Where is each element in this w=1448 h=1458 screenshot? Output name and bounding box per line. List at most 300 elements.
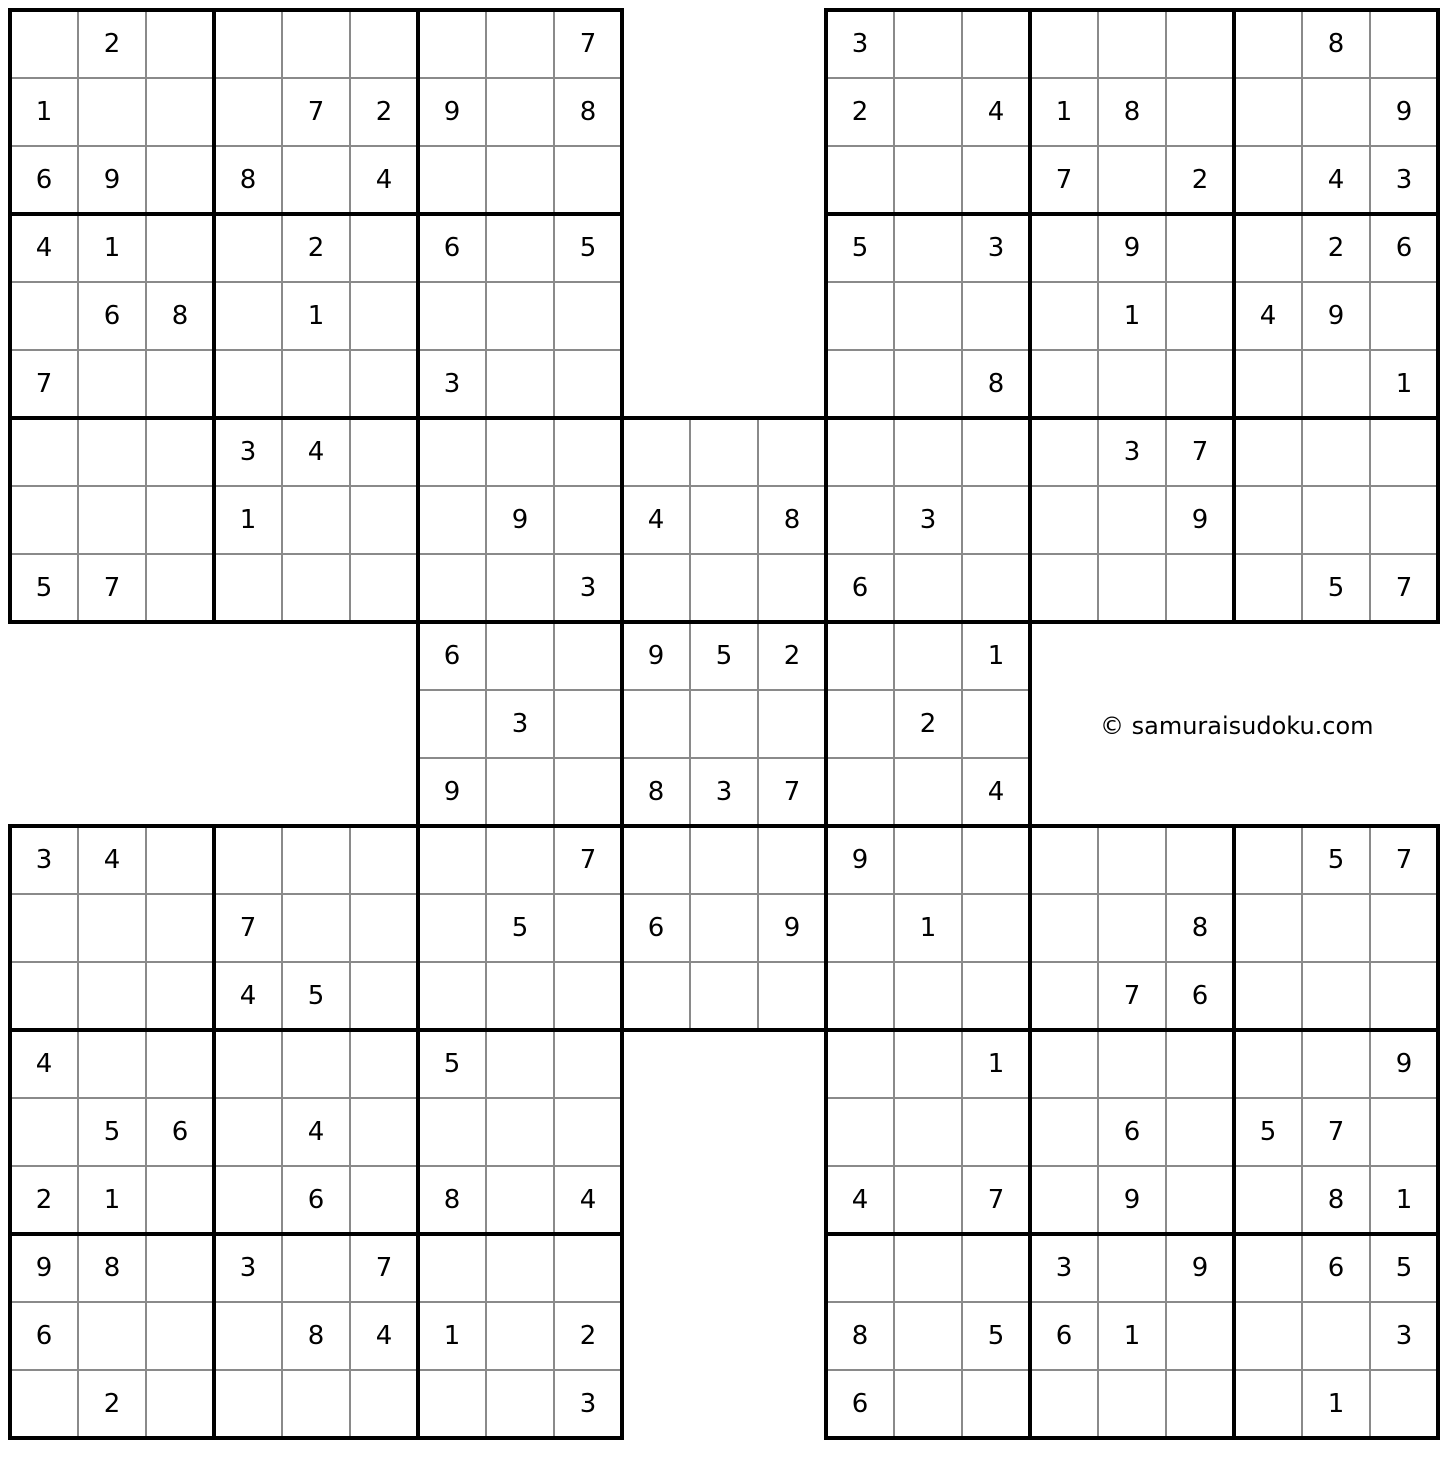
sudoku-cell[interactable]: 1	[418, 1302, 486, 1370]
sudoku-cell[interactable]	[282, 554, 350, 622]
sudoku-cell[interactable]: 5	[282, 962, 350, 1030]
sudoku-cell[interactable]	[1030, 894, 1098, 962]
sudoku-cell[interactable]	[554, 350, 622, 418]
sudoku-cell[interactable]: 7	[1370, 554, 1438, 622]
sudoku-cell[interactable]	[146, 418, 214, 486]
sudoku-cell[interactable]: 3	[214, 1234, 282, 1302]
sudoku-cell[interactable]	[418, 10, 486, 78]
sudoku-cell[interactable]	[1098, 146, 1166, 214]
sudoku-cell[interactable]	[962, 962, 1030, 1030]
sudoku-cell[interactable]: 1	[78, 1166, 146, 1234]
sudoku-cell[interactable]: 5	[1234, 1098, 1302, 1166]
sudoku-cell[interactable]	[214, 1098, 282, 1166]
sudoku-cell[interactable]	[894, 1098, 962, 1166]
sudoku-cell[interactable]	[1166, 282, 1234, 350]
sudoku-cell[interactable]	[418, 1098, 486, 1166]
sudoku-cell[interactable]: 8	[1166, 894, 1234, 962]
sudoku-cell[interactable]	[146, 350, 214, 418]
sudoku-cell[interactable]	[418, 1234, 486, 1302]
sudoku-cell[interactable]	[1166, 1098, 1234, 1166]
sudoku-cell[interactable]	[1234, 1234, 1302, 1302]
sudoku-cell[interactable]	[78, 78, 146, 146]
sudoku-cell[interactable]: 2	[894, 690, 962, 758]
sudoku-cell[interactable]	[78, 350, 146, 418]
sudoku-cell[interactable]: 9	[826, 826, 894, 894]
sudoku-cell[interactable]	[1030, 282, 1098, 350]
sudoku-cell[interactable]	[1098, 1030, 1166, 1098]
sudoku-cell[interactable]	[486, 214, 554, 282]
sudoku-cell[interactable]: 9	[1166, 1234, 1234, 1302]
sudoku-cell[interactable]	[146, 962, 214, 1030]
sudoku-cell[interactable]	[962, 282, 1030, 350]
sudoku-cell[interactable]: 7	[758, 758, 826, 826]
sudoku-cell[interactable]: 9	[418, 78, 486, 146]
sudoku-cell[interactable]	[1370, 1098, 1438, 1166]
sudoku-cell[interactable]	[10, 1370, 78, 1438]
sudoku-cell[interactable]: 5	[418, 1030, 486, 1098]
sudoku-cell[interactable]	[1302, 78, 1370, 146]
sudoku-cell[interactable]: 9	[622, 622, 690, 690]
sudoku-cell[interactable]	[690, 962, 758, 1030]
sudoku-cell[interactable]	[826, 146, 894, 214]
sudoku-cell[interactable]	[622, 554, 690, 622]
sudoku-cell[interactable]	[350, 1370, 418, 1438]
sudoku-cell[interactable]: 7	[554, 826, 622, 894]
sudoku-cell[interactable]	[554, 758, 622, 826]
sudoku-cell[interactable]	[554, 282, 622, 350]
sudoku-cell[interactable]	[146, 826, 214, 894]
sudoku-cell[interactable]	[1166, 1370, 1234, 1438]
sudoku-cell[interactable]	[146, 1030, 214, 1098]
sudoku-cell[interactable]	[1030, 214, 1098, 282]
sudoku-cell[interactable]	[894, 350, 962, 418]
sudoku-cell[interactable]	[1370, 1370, 1438, 1438]
sudoku-cell[interactable]	[894, 1234, 962, 1302]
sudoku-cell[interactable]: 1	[10, 78, 78, 146]
sudoku-cell[interactable]	[1234, 78, 1302, 146]
sudoku-cell[interactable]	[486, 1370, 554, 1438]
sudoku-cell[interactable]: 3	[826, 10, 894, 78]
sudoku-cell[interactable]	[826, 690, 894, 758]
sudoku-cell[interactable]	[554, 146, 622, 214]
sudoku-cell[interactable]: 7	[1302, 1098, 1370, 1166]
sudoku-cell[interactable]	[962, 10, 1030, 78]
sudoku-cell[interactable]	[1166, 554, 1234, 622]
sudoku-cell[interactable]	[894, 962, 962, 1030]
sudoku-cell[interactable]: 8	[1302, 1166, 1370, 1234]
sudoku-cell[interactable]: 3	[214, 418, 282, 486]
sudoku-cell[interactable]	[146, 10, 214, 78]
sudoku-cell[interactable]	[758, 826, 826, 894]
sudoku-cell[interactable]: 3	[1030, 1234, 1098, 1302]
sudoku-cell[interactable]	[282, 486, 350, 554]
sudoku-cell[interactable]	[486, 1302, 554, 1370]
sudoku-cell[interactable]	[486, 10, 554, 78]
sudoku-cell[interactable]	[486, 758, 554, 826]
sudoku-cell[interactable]	[214, 214, 282, 282]
sudoku-cell[interactable]	[10, 10, 78, 78]
sudoku-cell[interactable]	[1370, 894, 1438, 962]
sudoku-cell[interactable]: 1	[1030, 78, 1098, 146]
sudoku-cell[interactable]: 1	[78, 214, 146, 282]
sudoku-cell[interactable]: 3	[10, 826, 78, 894]
sudoku-cell[interactable]: 5	[1370, 1234, 1438, 1302]
sudoku-cell[interactable]	[486, 350, 554, 418]
sudoku-cell[interactable]	[1166, 10, 1234, 78]
sudoku-cell[interactable]: 1	[962, 1030, 1030, 1098]
sudoku-cell[interactable]	[1302, 894, 1370, 962]
sudoku-cell[interactable]	[1166, 1166, 1234, 1234]
sudoku-cell[interactable]	[214, 78, 282, 146]
sudoku-cell[interactable]	[962, 1098, 1030, 1166]
sudoku-cell[interactable]	[418, 1370, 486, 1438]
sudoku-cell[interactable]	[282, 826, 350, 894]
sudoku-cell[interactable]: 8	[962, 350, 1030, 418]
sudoku-cell[interactable]	[1234, 554, 1302, 622]
sudoku-cell[interactable]	[894, 622, 962, 690]
sudoku-cell[interactable]: 9	[1302, 282, 1370, 350]
sudoku-cell[interactable]	[486, 146, 554, 214]
sudoku-cell[interactable]	[486, 78, 554, 146]
sudoku-cell[interactable]	[146, 78, 214, 146]
sudoku-cell[interactable]	[486, 282, 554, 350]
sudoku-cell[interactable]	[214, 1030, 282, 1098]
sudoku-cell[interactable]: 6	[1370, 214, 1438, 282]
sudoku-cell[interactable]	[1030, 350, 1098, 418]
sudoku-cell[interactable]	[282, 146, 350, 214]
sudoku-cell[interactable]	[962, 418, 1030, 486]
sudoku-cell[interactable]	[1098, 486, 1166, 554]
sudoku-cell[interactable]: 2	[282, 214, 350, 282]
sudoku-cell[interactable]	[10, 1098, 78, 1166]
sudoku-cell[interactable]	[78, 1030, 146, 1098]
sudoku-cell[interactable]	[758, 554, 826, 622]
sudoku-cell[interactable]: 2	[78, 1370, 146, 1438]
sudoku-cell[interactable]	[350, 418, 418, 486]
sudoku-cell[interactable]	[826, 758, 894, 826]
sudoku-cell[interactable]	[1234, 1166, 1302, 1234]
sudoku-cell[interactable]	[894, 418, 962, 486]
sudoku-cell[interactable]: 6	[622, 894, 690, 962]
sudoku-cell[interactable]: 9	[486, 486, 554, 554]
sudoku-cell[interactable]	[350, 350, 418, 418]
sudoku-cell[interactable]	[1234, 10, 1302, 78]
sudoku-cell[interactable]	[10, 894, 78, 962]
sudoku-cell[interactable]	[350, 1098, 418, 1166]
sudoku-cell[interactable]	[10, 486, 78, 554]
sudoku-cell[interactable]	[894, 1166, 962, 1234]
sudoku-cell[interactable]: 9	[78, 146, 146, 214]
sudoku-cell[interactable]	[894, 214, 962, 282]
sudoku-cell[interactable]	[418, 690, 486, 758]
sudoku-cell[interactable]	[214, 1166, 282, 1234]
sudoku-cell[interactable]	[962, 146, 1030, 214]
sudoku-cell[interactable]	[894, 1370, 962, 1438]
sudoku-cell[interactable]	[282, 894, 350, 962]
sudoku-cell[interactable]	[146, 554, 214, 622]
sudoku-cell[interactable]: 7	[1098, 962, 1166, 1030]
sudoku-cell[interactable]	[962, 554, 1030, 622]
sudoku-cell[interactable]	[1030, 1098, 1098, 1166]
sudoku-cell[interactable]	[894, 826, 962, 894]
sudoku-cell[interactable]	[1234, 1030, 1302, 1098]
sudoku-cell[interactable]	[350, 554, 418, 622]
sudoku-cell[interactable]	[350, 894, 418, 962]
sudoku-cell[interactable]: 4	[622, 486, 690, 554]
sudoku-cell[interactable]	[1030, 418, 1098, 486]
sudoku-cell[interactable]: 6	[826, 1370, 894, 1438]
sudoku-cell[interactable]	[554, 894, 622, 962]
sudoku-cell[interactable]	[962, 1234, 1030, 1302]
sudoku-cell[interactable]: 8	[78, 1234, 146, 1302]
sudoku-cell[interactable]: 8	[1302, 10, 1370, 78]
sudoku-cell[interactable]: 6	[146, 1098, 214, 1166]
sudoku-cell[interactable]: 5	[78, 1098, 146, 1166]
sudoku-cell[interactable]	[622, 962, 690, 1030]
sudoku-cell[interactable]	[554, 962, 622, 1030]
sudoku-cell[interactable]: 6	[1098, 1098, 1166, 1166]
sudoku-cell[interactable]	[758, 690, 826, 758]
sudoku-cell[interactable]: 7	[1370, 826, 1438, 894]
sudoku-cell[interactable]	[78, 418, 146, 486]
sudoku-cell[interactable]: 4	[78, 826, 146, 894]
sudoku-cell[interactable]	[1234, 418, 1302, 486]
sudoku-cell[interactable]	[894, 758, 962, 826]
sudoku-cell[interactable]: 3	[486, 690, 554, 758]
sudoku-cell[interactable]	[1370, 486, 1438, 554]
sudoku-cell[interactable]	[826, 1030, 894, 1098]
sudoku-cell[interactable]	[214, 1302, 282, 1370]
sudoku-cell[interactable]	[1030, 1030, 1098, 1098]
sudoku-cell[interactable]: 2	[1302, 214, 1370, 282]
sudoku-cell[interactable]	[894, 10, 962, 78]
sudoku-cell[interactable]	[1166, 350, 1234, 418]
sudoku-cell[interactable]	[350, 826, 418, 894]
sudoku-cell[interactable]	[826, 282, 894, 350]
sudoku-cell[interactable]	[1166, 214, 1234, 282]
sudoku-cell[interactable]	[690, 894, 758, 962]
sudoku-cell[interactable]: 5	[962, 1302, 1030, 1370]
sudoku-cell[interactable]: 1	[282, 282, 350, 350]
sudoku-cell[interactable]	[78, 1302, 146, 1370]
sudoku-cell[interactable]	[350, 10, 418, 78]
sudoku-cell[interactable]	[282, 350, 350, 418]
sudoku-cell[interactable]	[894, 146, 962, 214]
sudoku-cell[interactable]: 5	[10, 554, 78, 622]
sudoku-cell[interactable]	[1166, 826, 1234, 894]
sudoku-cell[interactable]	[214, 350, 282, 418]
sudoku-cell[interactable]	[894, 1030, 962, 1098]
sudoku-cell[interactable]	[10, 962, 78, 1030]
sudoku-cell[interactable]	[1030, 826, 1098, 894]
sudoku-cell[interactable]: 9	[1370, 78, 1438, 146]
sudoku-cell[interactable]	[486, 1098, 554, 1166]
sudoku-cell[interactable]	[214, 1370, 282, 1438]
sudoku-cell[interactable]	[1370, 962, 1438, 1030]
sudoku-cell[interactable]: 2	[554, 1302, 622, 1370]
sudoku-cell[interactable]: 4	[214, 962, 282, 1030]
sudoku-cell[interactable]	[486, 418, 554, 486]
sudoku-cell[interactable]	[146, 486, 214, 554]
sudoku-cell[interactable]	[962, 894, 1030, 962]
sudoku-cell[interactable]	[622, 690, 690, 758]
sudoku-cell[interactable]: 7	[282, 78, 350, 146]
sudoku-cell[interactable]	[622, 418, 690, 486]
sudoku-cell[interactable]	[214, 554, 282, 622]
sudoku-cell[interactable]	[418, 962, 486, 1030]
sudoku-cell[interactable]: 7	[1030, 146, 1098, 214]
sudoku-cell[interactable]	[894, 282, 962, 350]
sudoku-cell[interactable]: 3	[418, 350, 486, 418]
sudoku-cell[interactable]: 2	[10, 1166, 78, 1234]
sudoku-cell[interactable]	[1030, 10, 1098, 78]
sudoku-cell[interactable]	[554, 622, 622, 690]
sudoku-cell[interactable]: 4	[962, 78, 1030, 146]
sudoku-cell[interactable]: 5	[554, 214, 622, 282]
sudoku-cell[interactable]	[1302, 486, 1370, 554]
sudoku-cell[interactable]: 3	[1370, 1302, 1438, 1370]
sudoku-cell[interactable]	[1166, 1030, 1234, 1098]
sudoku-cell[interactable]: 8	[418, 1166, 486, 1234]
sudoku-cell[interactable]	[350, 486, 418, 554]
sudoku-cell[interactable]: 2	[826, 78, 894, 146]
sudoku-cell[interactable]: 9	[1166, 486, 1234, 554]
sudoku-cell[interactable]: 4	[826, 1166, 894, 1234]
sudoku-cell[interactable]	[350, 1166, 418, 1234]
sudoku-cell[interactable]: 4	[554, 1166, 622, 1234]
sudoku-cell[interactable]	[1098, 10, 1166, 78]
sudoku-cell[interactable]	[486, 1234, 554, 1302]
sudoku-cell[interactable]	[554, 1234, 622, 1302]
sudoku-cell[interactable]: 4	[350, 1302, 418, 1370]
sudoku-cell[interactable]	[690, 826, 758, 894]
sudoku-cell[interactable]	[418, 554, 486, 622]
sudoku-cell[interactable]: 8	[282, 1302, 350, 1370]
sudoku-cell[interactable]: 9	[418, 758, 486, 826]
sudoku-cell[interactable]	[690, 690, 758, 758]
sudoku-cell[interactable]	[418, 282, 486, 350]
sudoku-cell[interactable]: 4	[1234, 282, 1302, 350]
sudoku-cell[interactable]	[1302, 1030, 1370, 1098]
sudoku-cell[interactable]: 7	[10, 350, 78, 418]
sudoku-cell[interactable]: 8	[554, 78, 622, 146]
sudoku-cell[interactable]	[1234, 486, 1302, 554]
sudoku-cell[interactable]	[486, 554, 554, 622]
sudoku-cell[interactable]: 7	[554, 10, 622, 78]
sudoku-cell[interactable]: 7	[214, 894, 282, 962]
sudoku-cell[interactable]	[1234, 894, 1302, 962]
sudoku-cell[interactable]: 5	[1302, 826, 1370, 894]
sudoku-cell[interactable]	[146, 214, 214, 282]
sudoku-cell[interactable]: 6	[78, 282, 146, 350]
sudoku-cell[interactable]: 1	[962, 622, 1030, 690]
sudoku-cell[interactable]: 9	[10, 1234, 78, 1302]
sudoku-cell[interactable]	[554, 690, 622, 758]
sudoku-cell[interactable]	[78, 962, 146, 1030]
sudoku-cell[interactable]: 1	[1098, 1302, 1166, 1370]
sudoku-cell[interactable]: 8	[214, 146, 282, 214]
sudoku-cell[interactable]	[826, 1234, 894, 1302]
sudoku-cell[interactable]	[282, 1234, 350, 1302]
sudoku-cell[interactable]	[418, 146, 486, 214]
sudoku-cell[interactable]	[282, 1370, 350, 1438]
sudoku-cell[interactable]: 2	[350, 78, 418, 146]
sudoku-cell[interactable]: 4	[350, 146, 418, 214]
sudoku-cell[interactable]: 3	[554, 1370, 622, 1438]
sudoku-cell[interactable]	[78, 486, 146, 554]
sudoku-cell[interactable]	[486, 962, 554, 1030]
sudoku-cell[interactable]	[1302, 418, 1370, 486]
sudoku-cell[interactable]: 3	[690, 758, 758, 826]
sudoku-cell[interactable]	[1234, 1370, 1302, 1438]
sudoku-cell[interactable]	[214, 10, 282, 78]
sudoku-cell[interactable]: 5	[486, 894, 554, 962]
sudoku-cell[interactable]	[826, 622, 894, 690]
sudoku-cell[interactable]	[1234, 214, 1302, 282]
sudoku-cell[interactable]	[350, 282, 418, 350]
sudoku-cell[interactable]: 3	[1098, 418, 1166, 486]
sudoku-cell[interactable]	[1370, 282, 1438, 350]
sudoku-cell[interactable]	[758, 962, 826, 1030]
sudoku-cell[interactable]: 5	[690, 622, 758, 690]
sudoku-cell[interactable]	[554, 1030, 622, 1098]
sudoku-cell[interactable]: 4	[282, 418, 350, 486]
sudoku-cell[interactable]: 3	[962, 214, 1030, 282]
sudoku-cell[interactable]	[554, 418, 622, 486]
sudoku-cell[interactable]: 6	[1302, 1234, 1370, 1302]
sudoku-cell[interactable]	[418, 418, 486, 486]
sudoku-cell[interactable]: 7	[962, 1166, 1030, 1234]
sudoku-cell[interactable]	[282, 1030, 350, 1098]
sudoku-cell[interactable]	[554, 1098, 622, 1166]
sudoku-cell[interactable]: 5	[826, 214, 894, 282]
sudoku-cell[interactable]: 6	[10, 146, 78, 214]
sudoku-cell[interactable]	[1234, 350, 1302, 418]
sudoku-cell[interactable]: 5	[1302, 554, 1370, 622]
sudoku-cell[interactable]: 6	[418, 214, 486, 282]
sudoku-cell[interactable]	[350, 214, 418, 282]
sudoku-cell[interactable]: 6	[826, 554, 894, 622]
sudoku-cell[interactable]: 1	[214, 486, 282, 554]
sudoku-cell[interactable]: 4	[962, 758, 1030, 826]
sudoku-cell[interactable]: 6	[1030, 1302, 1098, 1370]
sudoku-cell[interactable]	[826, 350, 894, 418]
sudoku-cell[interactable]	[1302, 1302, 1370, 1370]
sudoku-cell[interactable]	[282, 10, 350, 78]
sudoku-cell[interactable]: 6	[10, 1302, 78, 1370]
sudoku-cell[interactable]	[1234, 962, 1302, 1030]
sudoku-cell[interactable]: 6	[1166, 962, 1234, 1030]
sudoku-cell[interactable]: 3	[1370, 146, 1438, 214]
sudoku-cell[interactable]: 7	[1166, 418, 1234, 486]
sudoku-cell[interactable]	[1370, 418, 1438, 486]
sudoku-cell[interactable]	[1166, 78, 1234, 146]
sudoku-cell[interactable]	[146, 146, 214, 214]
sudoku-cell[interactable]	[962, 1370, 1030, 1438]
sudoku-cell[interactable]	[1234, 826, 1302, 894]
sudoku-cell[interactable]	[350, 962, 418, 1030]
sudoku-cell[interactable]: 7	[78, 554, 146, 622]
sudoku-cell[interactable]	[826, 962, 894, 1030]
sudoku-cell[interactable]	[1302, 350, 1370, 418]
sudoku-cell[interactable]	[486, 1030, 554, 1098]
sudoku-cell[interactable]: 3	[894, 486, 962, 554]
sudoku-cell[interactable]	[1030, 554, 1098, 622]
sudoku-cell[interactable]	[1234, 146, 1302, 214]
sudoku-cell[interactable]: 8	[1098, 78, 1166, 146]
sudoku-cell[interactable]: 9	[1098, 214, 1166, 282]
sudoku-cell[interactable]	[894, 554, 962, 622]
